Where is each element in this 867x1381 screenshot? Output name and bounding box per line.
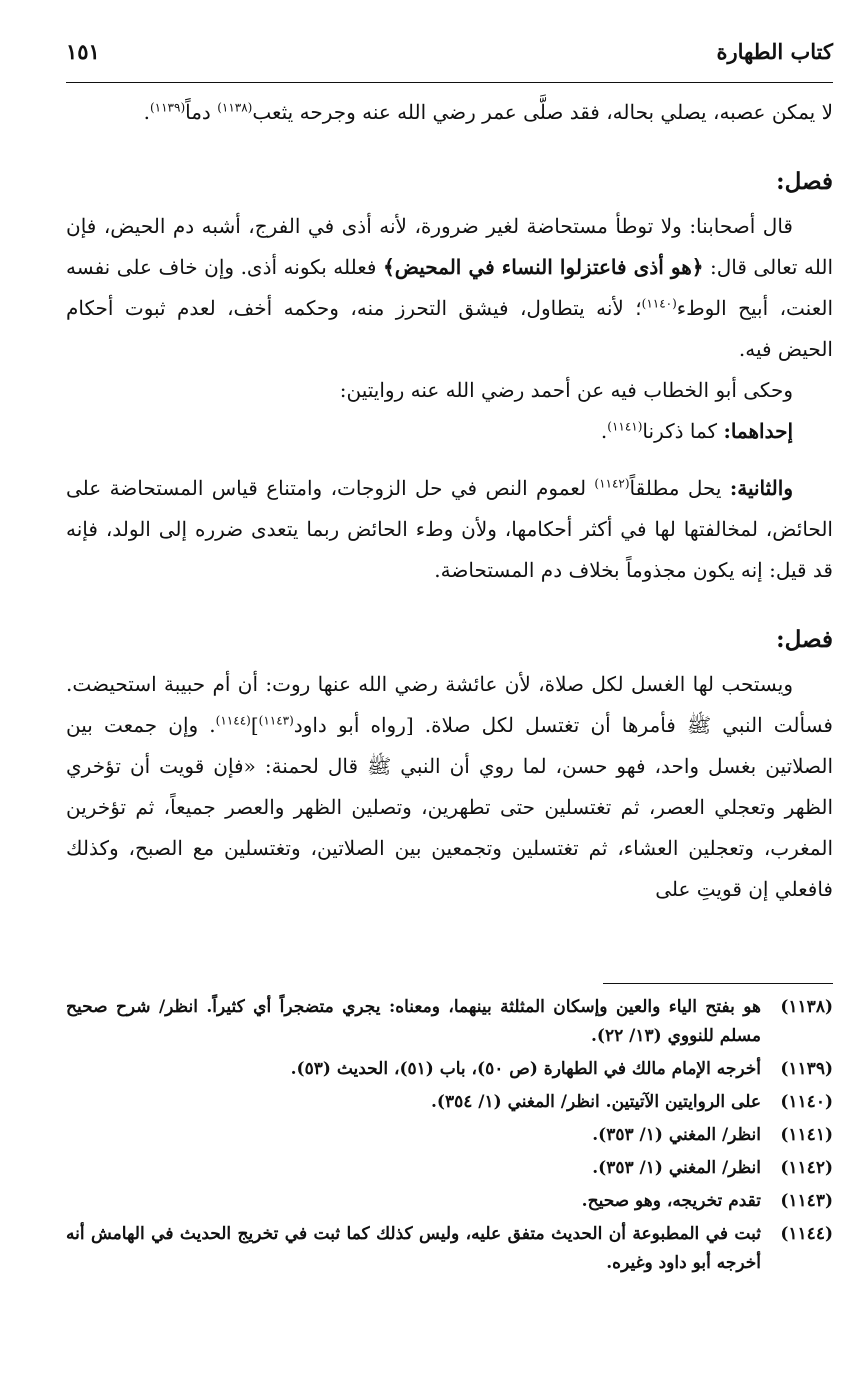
paragraph: إحداهما: كما ذكرنا$^{(١١٤١)}$. [600,419,793,443]
document-page [66,0,833,1381]
quran-verse: ﴿هو أذى فاعتزلوا النساء في المحيض﴾ [382,255,704,279]
footnote: (١١٤٠) على الروايتين الآتيتين. انظر/ المغني (١/ ٣٥٤). [431,1092,833,1112]
footnote: (١١٣٩) أخرجه الإمام مالك في الطهارة (ص ٥٠)، باب (٥١)، الحديث (٥٣). [290,1059,833,1079]
paragraph: والثانية: يحل مطلقاً$^{(١١٤٢)}$ لعموم النص في حل الزوجات، وامتناع قياس المستحاضة على الحائض، لمخالفتها لها في أكثر أحكامها، ولأن وطء الحائض ربما يتعدى ضرره إلى الولد، فإنه قد قيل: إنه يكون مجذوماً بخلاف دم المستحاضة. [66,476,833,582]
footnote-ref: (١١٣٩) [149,100,186,115]
paragraph-continuation: لا يمكن عصبه، يصلي بحاله، فقد صلَّى عمر رضي الله عنه وجرحه يثعب$^{(١١٣٨)}$ دماً$^{(١١٣٩)}$. [143,100,833,124]
item-label: والثانية: [729,476,793,500]
footnote-ref: (١١٤٠) [641,296,677,311]
book-title: كتاب الطهارة [716,38,833,64]
paragraph: ويستحب لها الغسل لكل صلاة، لأن عائشة رضي الله عنها روت: أن أم حبيبة استحيضت. فسألت النبي ﷺ فأمرها أن تغتسل لكل صلاة. [رواه أبو داود$^{(١١٤٣)}$]$^{(١١٤٤)}$. وإن جمعت بين الصلاتين بغسل واحد، فهو حسن، لما روي أن النبي ﷺ قال لحمنة: «فإن قويت أن تؤخري الظهر وتعجلي العصر، ثم تغتسلين حتى تطهرين، وتصلين الظهر والعصر جميعاً، ثم تؤخرين المغرب، وتعجلين العشاء، ثم تغتسلين وتجمعين بين الصلاتين، وتغتسلين مع الصبح، وكذلك فافعلي إن قويتِ على [66,672,833,901]
footnote-ref: (١١٤٢) [594,476,630,491]
footnote: (١١٤٤) ثبت في المطبوعة أن الحديث متفق عليه، وليس كذلك كما ثبت في تخريج الحديث في الهامش أنه أخرجه أبو داود وغيره. [66,1224,833,1273]
footnote: (١١٤٣) تقدم تخريجه، وهو صحيح. [581,1191,833,1211]
footnote-ref: (١١٣٨) [217,100,253,115]
footnote: (١١٤١) انظر/ المغني (١/ ٣٥٣). [592,1125,833,1145]
section-heading: فصل: [776,168,833,195]
header-rule [66,82,833,83]
footnote: (١١٤٢) انظر/ المغني (١/ ٣٥٣). [592,1158,833,1178]
paragraph: قال أصحابنا: ولا توطأ مستحاضة لغير ضرورة، لأنه أذى في الفرج، أشبه دم الحيض، فإن الله تعالى قال: ﴿هو أذى فاعتزلوا النساء في المحيض﴾ فعلله بكونه أذى. وإن خاف على نفسه العنت، أبيح الوطء$^{(١١٤٠)}$؛ لأنه يتطاول، فيشق التحرز منه، وحكمه أخف، لعدم ثبوت أحكام الحيض فيه. [66,214,834,361]
footnote-ref: (١١٤١) [607,419,643,434]
paragraph: وحكى أبو الخطاب فيه عن أحمد رضي الله عنه روايتين: [339,378,793,402]
page-number: ١٥١ [66,38,100,64]
main-text [66,92,833,910]
footnote-ref: (١١٤٤) [215,713,251,728]
page-header [66,34,833,68]
footnote-ref: (١١٤٣) [258,713,294,728]
section-heading: فصل: [776,626,833,653]
footnote: (١١٣٨) هو بفتح الياء والعين وإسكان المثلثة بينهما، ومعناه: يجري متضجراً أي كثيراً. انظر/ شرح صحيح مسلم للنووي (١٣/ ٢٢). [66,997,833,1046]
footnote-rule [603,983,833,984]
footnotes [66,993,833,1282]
item-label: إحداهما: [723,419,793,443]
